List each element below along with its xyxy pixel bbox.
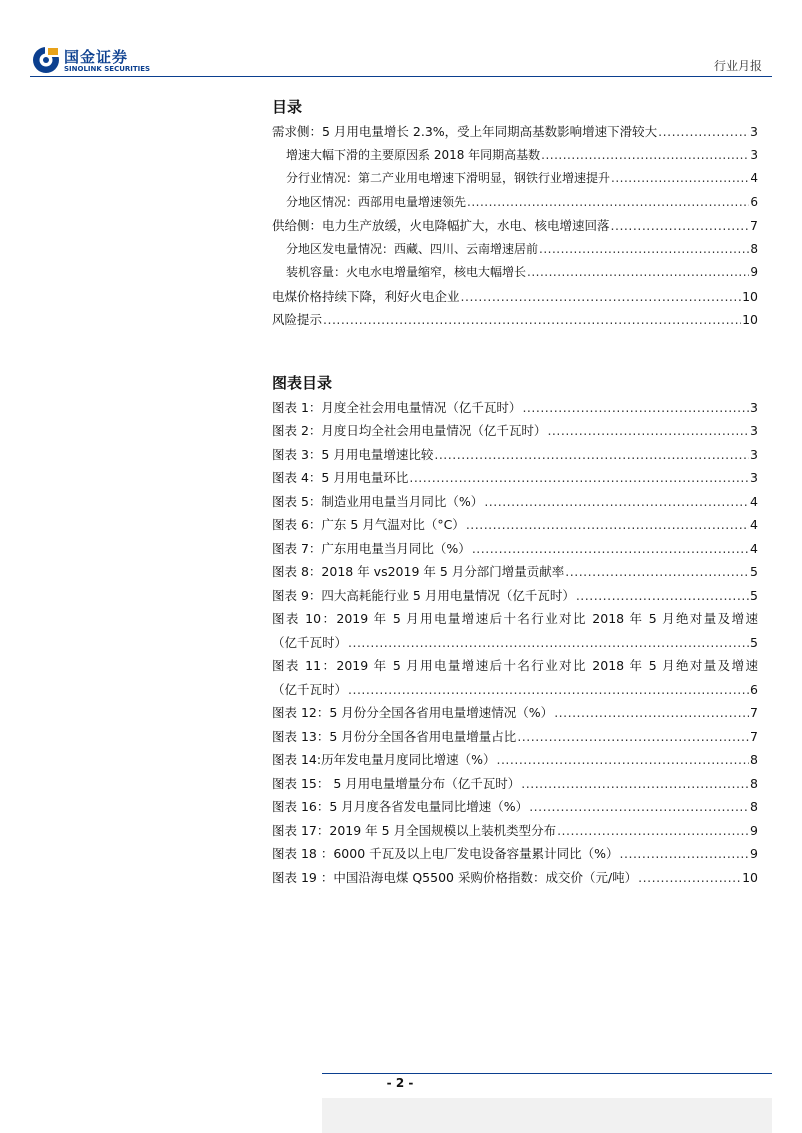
chart-entry-page: 3 (750, 446, 758, 462)
chart-entry-text: 图表 14:历年发电量月度同比增速（%） (272, 752, 496, 767)
toc-entry[interactable] (272, 261, 758, 285)
toc-entry-page: 7 (750, 218, 758, 233)
header-divider (30, 76, 772, 77)
chart-list-entry[interactable] (272, 419, 758, 443)
chart-list-entry[interactable] (272, 443, 758, 467)
chart-entry-text: 图表 7：广东用电量当月同比（%） (272, 540, 471, 556)
toc-entry-text: 风险提示 (272, 312, 323, 327)
toc-entry-text: 装机容量：火电水电增量缩窄，核电大幅增长 (286, 265, 527, 279)
chart-entry-page: 4 (750, 493, 758, 509)
chart-entry-page: 3 (750, 399, 758, 415)
sinolink-logo-icon (32, 46, 60, 74)
chart-entry-page: 4 (750, 517, 758, 532)
chart-list-entry-line1[interactable] (272, 654, 758, 678)
toc-entry-text: 分行业情况：第二产业用电增速下滑明显，钢铁行业增速提升 (286, 171, 611, 185)
chart-list-entry[interactable] (272, 466, 758, 490)
chart-entry-page: 8 (750, 752, 758, 767)
toc-entry[interactable] (272, 285, 758, 309)
toc-entry-page: 3 (750, 147, 758, 162)
toc-entry-page: 6 (750, 194, 758, 209)
chart-entry-text: 图表 9：四大高耗能行业 5 月用电量情况（亿千瓦时） (272, 587, 575, 603)
footer-divider (322, 1073, 772, 1074)
page-header (0, 0, 802, 80)
toc-entry[interactable] (272, 308, 758, 332)
chart-entry-page: 9 (750, 846, 758, 861)
toc-entry-text: 分地区情况：西部用电量增速领先 (286, 194, 467, 209)
toc-entry[interactable] (272, 238, 758, 262)
chart-list-entry[interactable] (272, 842, 758, 866)
chart-entry-text: 图表 18 ：6000 千瓦及以上电厂发电设备容量累计同比（%） (272, 846, 619, 861)
chart-list-entry[interactable] (272, 772, 758, 796)
table-of-contents (272, 96, 758, 889)
toc-entry-text: 分地区发电量情况：西藏、四川、云南增速居前 (286, 241, 539, 256)
chart-entry-page: 5 (750, 564, 758, 579)
chart-list-entry-line2[interactable] (272, 631, 758, 655)
toc-entry-text: 需求侧：5 月用电量增长 2.3%，受上年同期高基数影响增速下滑较大 (272, 124, 658, 139)
chart-list-entry[interactable] (272, 513, 758, 537)
toc-entry[interactable] (272, 120, 758, 144)
logo-english-name: SINOLINK SECURITIES (64, 65, 151, 73)
chart-list-entry-line2[interactable] (272, 678, 758, 702)
toc-entry-page: 4 (750, 171, 758, 185)
chart-list-entry[interactable] (272, 725, 758, 749)
chart-entry-page: 5 (750, 587, 758, 603)
logo-chinese-name: 国金证券 (64, 48, 129, 66)
toc-entry[interactable] (272, 144, 758, 168)
chart-entry-text: 图表 12：5 月份分全国各省用电量增速情况（%） (272, 705, 554, 720)
chart-entry-text: 图表 13：5 月份分全国各省用电量增量占比 (272, 728, 517, 744)
chart-list-entry[interactable] (272, 396, 758, 420)
chart-entry-text: 图表 2：月度日均全社会用电量情况（亿千瓦时） (272, 423, 547, 438)
chart-entry-text: 图表 8：2018 年 vs2019 年 5 月分部门增量贡献率 (272, 564, 565, 579)
chart-list-entry[interactable] (272, 584, 758, 608)
toc-entry[interactable] (272, 167, 758, 191)
chart-entry-text: 图表 17：2019 年 5 月全国规模以上装机类型分布 (272, 822, 557, 838)
chart-entry-text: 图表 11：2019 年 5 月用电量增速后十名行业对比 2018 年 5 月绝对量及增速 (272, 658, 758, 673)
chart-entry-page: 8 (750, 775, 758, 791)
chart-list-entry[interactable] (272, 537, 758, 561)
chart-list-entry[interactable] (272, 819, 758, 843)
chart-entry-text-continued: （亿千瓦时） (272, 634, 348, 650)
toc-entry-page: 10 (742, 288, 758, 304)
chart-entry-page: 9 (750, 822, 758, 838)
toc-entry-text: 供给侧：电力生产放缓，火电降幅扩大，水电、核电增速回落 (272, 218, 610, 233)
chart-list-entry[interactable] (272, 490, 758, 514)
chart-list-heading: 图表目录 (272, 373, 333, 392)
chart-entry-text: 图表 19 ：中国沿海电煤 Q5500 采购价格指数：成交价（元/吨） (272, 869, 638, 885)
toc-entry-page: 3 (750, 124, 758, 139)
chart-entry-text: 图表 15： 5 月用电量增量分布（亿千瓦时） (272, 775, 521, 791)
chart-list-entry[interactable] (272, 560, 758, 584)
footer-shade (322, 1098, 772, 1133)
chart-entry-page: 6 (750, 681, 758, 697)
toc-entry-page: 10 (742, 312, 758, 327)
chart-entry-text: 图表 1：月度全社会用电量情况（亿千瓦时） (272, 399, 522, 415)
chart-entry-page: 3 (750, 423, 758, 438)
toc-entry-text: 增速大幅下滑的主要原因系 2018 年同期高基数 (286, 147, 541, 162)
page-number: - 2 - (386, 1076, 414, 1090)
toc-entry-page: 9 (750, 265, 758, 279)
chart-entry-text: 图表 4：5 月用电量环比 (272, 470, 409, 485)
chart-entry-page: 3 (750, 470, 758, 485)
chart-entry-text: 图表 16：5 月月度各省发电量同比增速（%） (272, 799, 529, 814)
toc-entry-text: 电煤价格持续下降，利好火电企业 (272, 288, 460, 304)
chart-entry-page: 7 (750, 728, 758, 744)
toc-entry[interactable] (272, 191, 758, 215)
chart-list-entry-line1[interactable] (272, 607, 758, 631)
chart-list-entry[interactable] (272, 701, 758, 725)
chart-entry-text: 图表 10：2019 年 5 月用电量增速后十名行业对比 2018 年 5 月绝对量及增速 (272, 611, 758, 626)
chart-entry-page: 4 (750, 540, 758, 556)
chart-list-entry[interactable] (272, 866, 758, 890)
chart-entry-page: 5 (750, 634, 758, 650)
chart-entry-page: 10 (742, 869, 758, 885)
report-type-label: 行业月报 (713, 59, 762, 73)
toc-heading: 目录 (272, 98, 303, 116)
chart-entry-text: 图表 5：制造业用电量当月同比（%） (272, 493, 484, 509)
chart-entry-page: 7 (750, 705, 758, 720)
toc-entry-page: 8 (750, 241, 758, 256)
chart-entry-text: 图表 6：广东 5 月气温对比（°C） (272, 517, 465, 532)
chart-entry-text: 图表 3：5 月用电量增速比较 (272, 446, 434, 462)
company-logo (30, 44, 160, 78)
chart-entry-page: 8 (750, 799, 758, 814)
chart-list-entry[interactable] (272, 795, 758, 819)
chart-list-entry[interactable] (272, 748, 758, 772)
chart-entry-text-continued: （亿千瓦时） (272, 681, 348, 697)
toc-entry[interactable] (272, 214, 758, 238)
